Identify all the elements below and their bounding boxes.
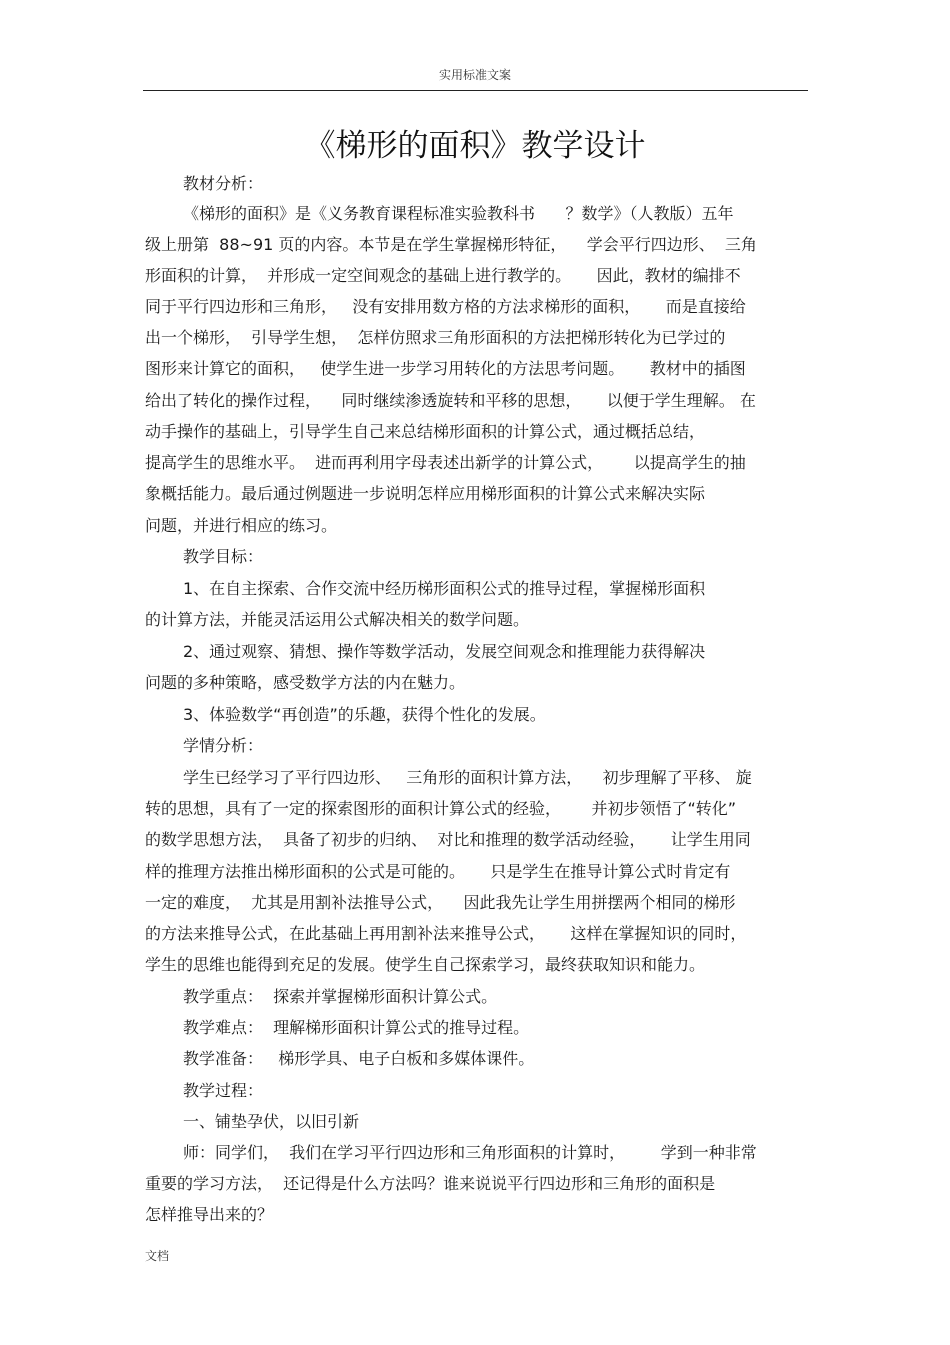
text-line: 怎样推导出来的？: [145, 1205, 274, 1224]
text-line: 教学难点： 理解梯形面积计算公式的推导过程。: [183, 1018, 530, 1037]
header-divider: [143, 90, 808, 91]
text-line: 1、在自主探索、合作交流中经历梯形面积公式的推导过程，掌握梯形面积: [183, 579, 706, 598]
page-header: 实用标准文案: [438, 68, 511, 82]
text-line: 学生的思维也能得到充足的发展。使学生自己探索学习，最终获取知识和能力。: [145, 955, 706, 974]
text-line: 重要的学习方法， 还记得是什么方法吗？谁来说说平行四边形和三角形的面积是: [145, 1174, 716, 1193]
page-footer: 文档: [145, 1249, 170, 1263]
document-title: 《梯形的面积》教学设计: [304, 128, 646, 164]
text-line: 《梯形的面积》是《义务教育课程标准实验教科书 ？数学》（人教版）五年: [183, 204, 734, 223]
text-line: 的计算方法，并能灵活运用公式解决相关的数学问题。: [145, 610, 530, 629]
text-line: 提高学生的思维水平。 进而再利用字母表述出新学的计算公式， 以提高学生的抽: [145, 453, 746, 472]
text-line: 教学目标：: [183, 547, 264, 566]
text-line: 教材分析：: [183, 174, 264, 193]
text-line: 一定的难度， 尤其是用割补法推导公式， 因此我先让学生用拼摆两个相同的梯形: [145, 893, 736, 912]
text-line: 学生已经学习了平行四边形、 三角形的面积计算方法， 初步理解了平移、 旋: [183, 768, 752, 787]
text-line: 象概括能力。最后通过例题进一步说明怎样应用梯形面积的计算公式来解决实际: [145, 484, 706, 503]
text-line: 问题的多种策略，感受数学方法的内在魅力。: [145, 673, 466, 692]
text-line: 出一个梯形， 引导学生想， 怎样仿照求三角形面积的方法把梯形转化为已学过的: [145, 328, 726, 347]
text-line: 转的思想，具有了一定的探索图形的面积计算公式的经验， 并初步领悟了“转化”: [145, 799, 737, 818]
text-line: 2、通过观察、猜想、操作等数学活动，发展空间观念和推理能力获得解决: [183, 642, 706, 661]
text-line: 问题，并进行相应的练习。: [145, 516, 338, 535]
text-line: 教学重点： 探索并掌握梯形面积计算公式。: [183, 987, 498, 1006]
text-line: 的数学思想方法， 具备了初步的归纳、 对比和推理的数学活动经验， 让学生用同: [145, 830, 751, 849]
text-line: 一、铺垫孕伏，以旧引新: [183, 1112, 360, 1131]
text-line: 教学准备： 梯形学具、电子白板和多媒体课件。: [183, 1049, 535, 1068]
text-line: 样的推理方法推出梯形面积的公式是可能的。 只是学生在推导计算公式时肯定有: [145, 862, 731, 881]
text-line: 的方法来推导公式，在此基础上再用割补法来推导公式， 这样在掌握知识的同时，: [145, 924, 747, 943]
text-line: 给出了转化的操作过程， 同时继续渗透旋转和平移的思想， 以便于学生理解。 在: [145, 391, 756, 410]
text-line: 学情分析：: [183, 736, 264, 755]
text-line: 同于平行四边形和三角形， 没有安排用数方格的方法求梯形的面积， 而是直接给: [145, 297, 746, 316]
text-line: 动手操作的基础上，引导学生自己来总结梯形面积的计算公式，通过概括总结，: [145, 422, 706, 441]
text-line: 形面积的计算， 并形成一定空间观念的基础上进行教学的。 因此，教材的编排不: [145, 266, 741, 285]
text-line: 3、体验数学“再创造”的乐趣，获得个性化的发展。: [183, 705, 546, 724]
text-line: 级上册第 88~91 页的内容。本节是在学生掌握梯形特征， 学会平行四边形、 三角: [145, 235, 757, 254]
text-line: 教学过程：: [183, 1081, 264, 1100]
text-line: 图形来计算它的面积， 使学生进一步学习用转化的方法思考问题。 教材中的插图: [145, 359, 746, 378]
text-line: 师：同学们， 我们在学习平行四边形和三角形面积的计算时， 学到一种非常: [183, 1143, 757, 1162]
